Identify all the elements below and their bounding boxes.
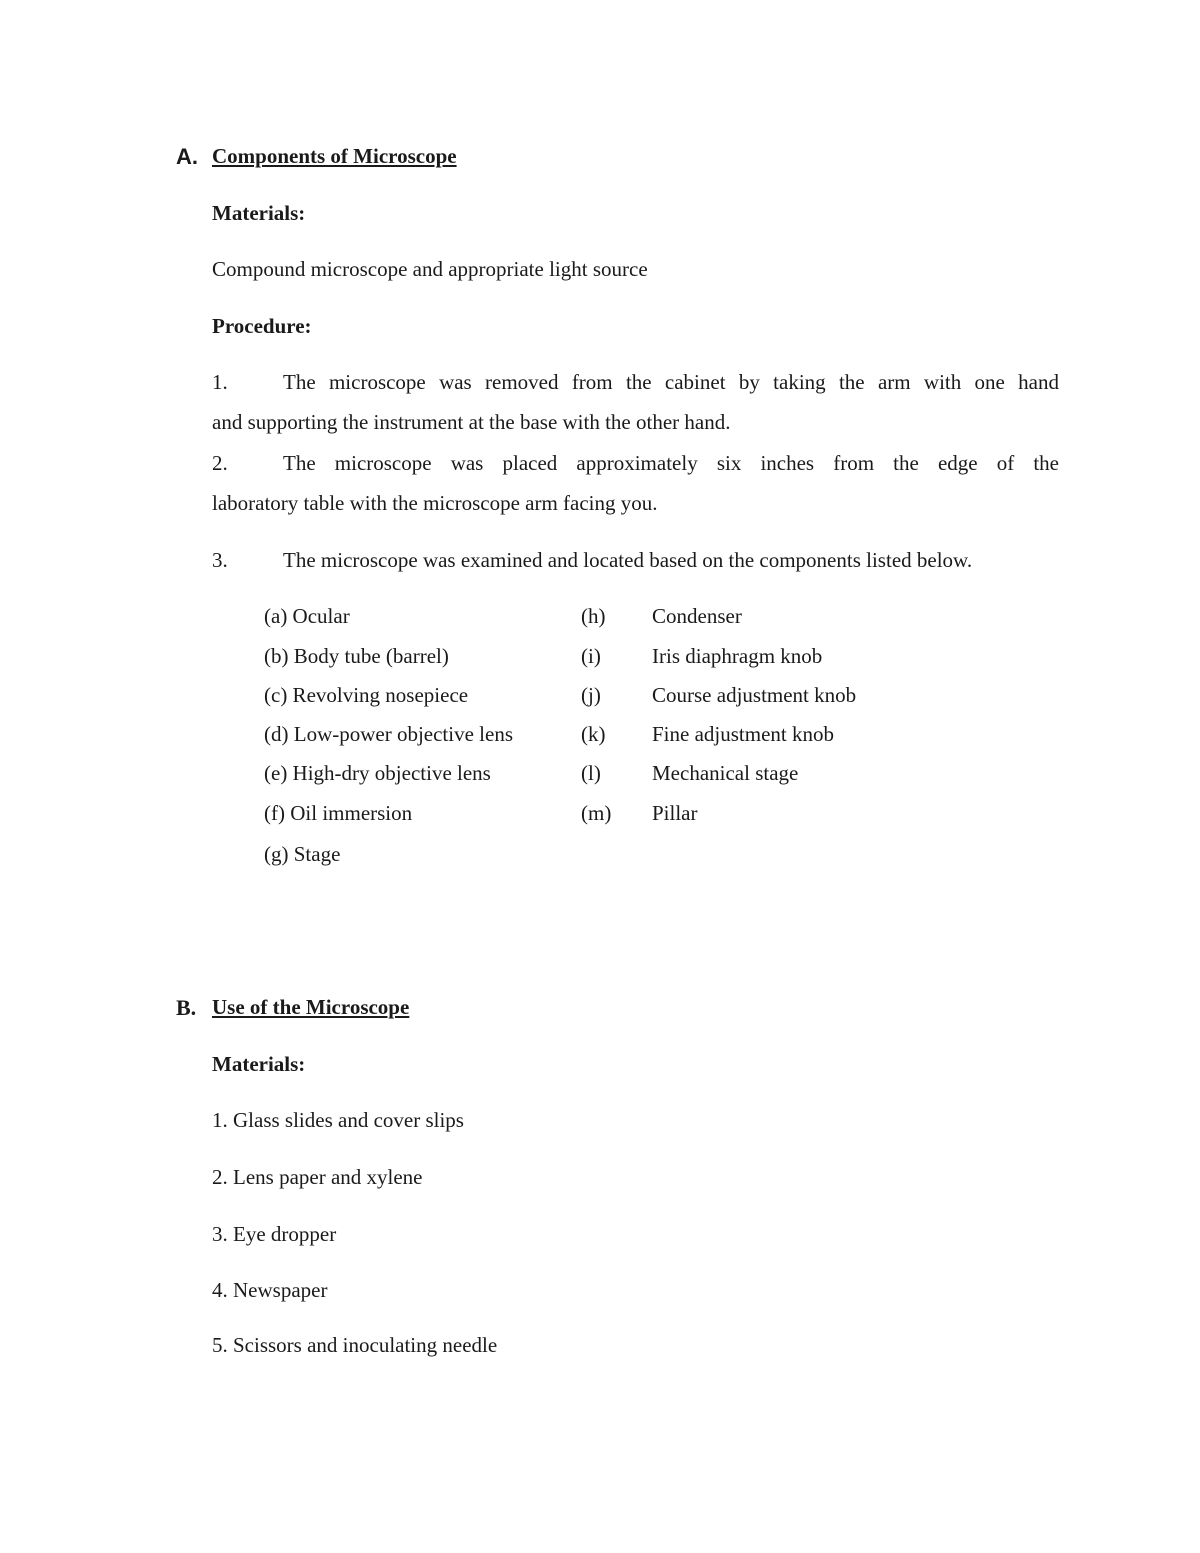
step-1-text: The microscope was removed from the cabinet by taking the arm with one hand — [283, 370, 1059, 394]
section-b-letter: B. — [176, 995, 197, 1020]
component-k-key: (k) — [581, 722, 606, 746]
component-i-key: (i) — [581, 644, 601, 668]
component-j-label: Course adjustment knob — [652, 683, 857, 707]
material-item-1: 1. Glass slides and cover slips — [212, 1108, 464, 1132]
material-item-4: 4. Newspaper — [212, 1278, 328, 1302]
section-a-title: Components of Microscope — [212, 144, 457, 168]
section-a-materials-heading: Materials: — [212, 201, 306, 225]
step-2-number: 2. — [212, 451, 228, 475]
section-a-materials-text: Compound microscope and appropriate light source — [212, 257, 648, 281]
component-h-key: (h) — [581, 604, 606, 628]
component-l-key: (l) — [581, 761, 601, 785]
step-1-line-2: and supporting the instrument at the base with the other hand. — [212, 410, 731, 434]
material-item-2: 2. Lens paper and xylene — [212, 1165, 423, 1189]
component-a: (a) Ocular — [264, 604, 350, 628]
component-k-label: Fine adjustment knob — [652, 722, 834, 746]
component-d: (d) Low-power objective lens — [264, 722, 513, 746]
step-3-number: 3. — [212, 548, 228, 572]
component-l-label: Mechanical stage — [652, 761, 799, 785]
component-f: (f) Oil immersion — [264, 801, 413, 825]
component-j-key: (j) — [581, 683, 601, 707]
component-m-key: (m) — [581, 801, 612, 825]
section-b-materials-heading: Materials: — [212, 1052, 306, 1076]
material-item-3: 3. Eye dropper — [212, 1222, 337, 1246]
step-2-text: The microscope was placed approximately six inches from the edge of the — [283, 451, 1059, 475]
component-g: (g) Stage — [264, 842, 341, 866]
component-c: (c) Revolving nosepiece — [264, 683, 469, 707]
component-i-label: Iris diaphragm knob — [652, 644, 823, 668]
procedure-heading: Procedure: — [212, 314, 312, 338]
step-2-line-1 — [212, 451, 1059, 476]
component-m-label: Pillar — [652, 801, 698, 825]
material-item-5: 5. Scissors and inoculating needle — [212, 1333, 498, 1357]
step-3-text: The microscope was examined and located based on the components listed below. — [283, 548, 973, 572]
step-2-line-2: laboratory table with the microscope arm facing you. — [212, 491, 658, 515]
section-b-title: Use of the Microscope — [212, 995, 410, 1019]
component-e: (e) High-dry objective lens — [264, 761, 491, 785]
section-a-letter: A. — [176, 144, 198, 169]
component-h-label: Condenser — [652, 604, 742, 628]
component-b: (b) Body tube (barrel) — [264, 644, 449, 668]
step-1-number: 1. — [212, 370, 228, 394]
step-1-line-1 — [212, 370, 1059, 395]
